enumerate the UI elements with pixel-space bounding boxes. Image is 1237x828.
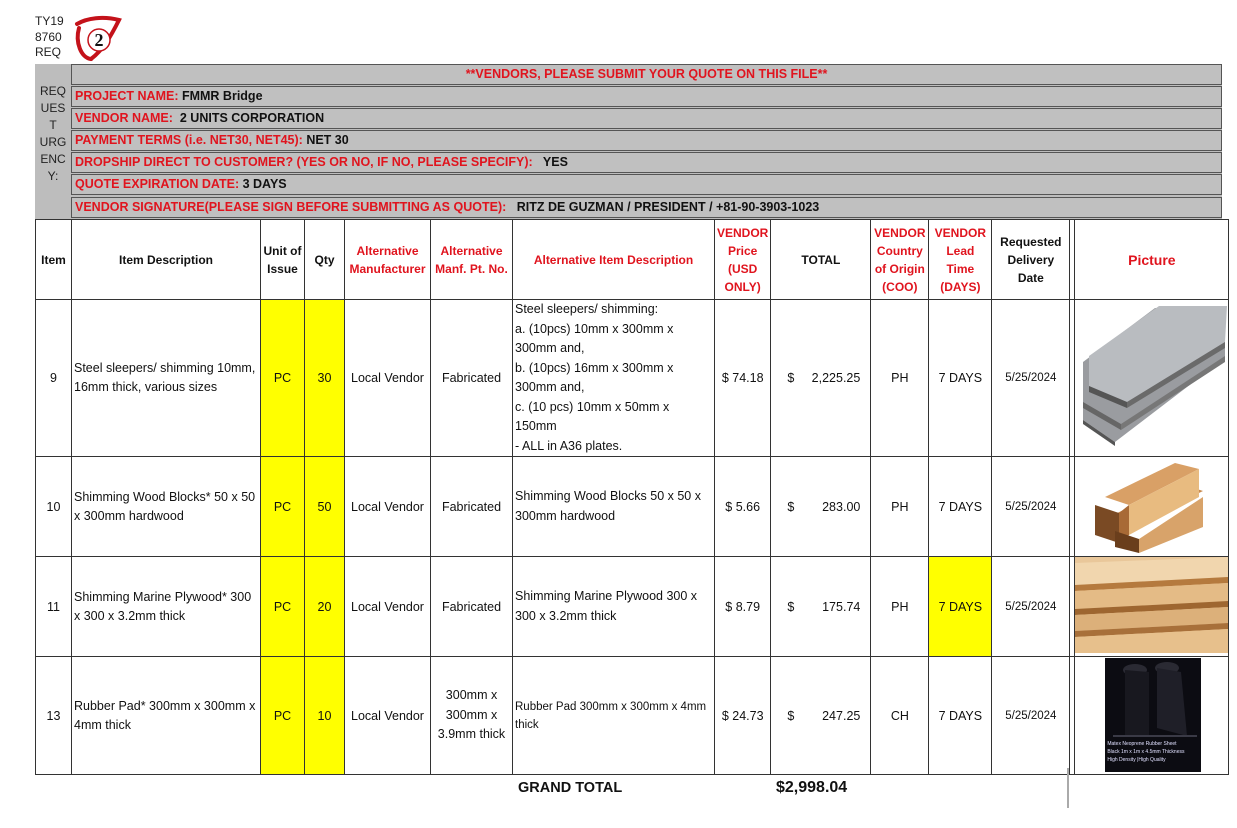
steel-plates-picture [1075,300,1229,457]
expiration-value: 3 DAYS [242,177,287,191]
alt-description: Shimming Wood Blocks 50 x 50 x 300mm hardwood [513,457,715,557]
item-number: 10 [36,457,72,557]
payment-terms-value: NET 30 [306,133,349,147]
vendor-price: $ 74.18 [715,300,771,457]
vendor-name-value: 2 UNITS CORPORATION [179,111,325,125]
rubber-sheet-picture [1075,657,1229,775]
lead-time: 7 DAYS [929,300,992,457]
table-row [36,557,1229,657]
item-description: Shimming Marine Plywood* 300 x 300 x 3.2mm thick [72,557,261,657]
doc-ref-3: REQ [35,45,62,59]
alt-manufacturer: Local Vendor [345,657,431,775]
payment-terms-row: PAYMENT TERMS (i.e. NET30, NET45): NET 30 [71,130,1222,151]
alt-manufacturer: Local Vendor [345,300,431,457]
table-row [36,300,1229,457]
alt-manufacturer: Local Vendor [345,457,431,557]
expiration-row: QUOTE EXPIRATION DATE: 3 DAYS [71,174,1222,195]
dropship-value: YES [542,155,568,169]
signature-row: VENDOR SIGNATURE(PLEASE SIGN BEFORE SUBMITTING AS QUOTE): RITZ DE GUZMAN / PRESIDENT / +81-90-3903-1023 [71,197,1222,218]
table-row [36,457,1229,557]
line-total: $ 247.25 [771,657,871,775]
alt-description: Steel sleepers/ shimming: a. (10pcs) 10mm x 300mm x 300mm and, b. (10pcs) 16mm x 300mm x 300mm and, c. (10 pcs) 10mm x 50mm x 150mm - ALL in A36 plates. [513,300,715,457]
country-of-origin: PH [871,557,929,657]
logo-text: 2 [94,30,104,50]
unit-of-issue: PC [261,300,305,457]
alt-part-number: Fabricated [431,300,513,457]
doc-ref-1: TY19 [35,14,64,28]
dropship-row: DROPSHIP DIRECT TO CUSTOMER? (YES OR NO, IF NO, PLEASE SPECIFY): YES [71,152,1222,173]
quote-table [35,219,1229,775]
vendor-banner: **VENDORS, PLEASE SUBMIT YOUR QUOTE ON THIS FILE** [71,64,1222,85]
urgency-label: REQ UES T URG ENC Y: [39,84,67,183]
quantity: 30 [305,300,345,457]
country-of-origin: PH [871,300,929,457]
quantity: 10 [305,657,345,775]
plywood-picture [1075,557,1229,657]
grand-total-label: GRAND TOTAL [518,780,623,796]
signature-value: RITZ DE GUZMAN / PRESIDENT / +81-90-3903-1023 [516,200,820,214]
project-name-value: FMMR Bridge [181,89,263,103]
picture-caption-3: High Density |High Quality [1107,757,1166,763]
item-description: Rubber Pad* 300mm x 300mm x 4mm thick [72,657,261,775]
quantity: 50 [305,457,345,557]
col-delivery: Requested Delivery Date [992,220,1070,300]
country-of-origin: PH [871,457,929,557]
alt-description: Rubber Pad 300mm x 300mm x 4mm thick [513,657,715,775]
line-total: $ 283.00 [771,457,871,557]
item-number: 11 [36,557,72,657]
col-price: VENDOR Price (USD ONLY) [715,220,771,300]
unit-of-issue: PC [261,557,305,657]
alt-part-number: Fabricated [431,557,513,657]
alt-description: Shimming Marine Plywood 300 x 300 x 3.2mm thick [513,557,715,657]
lead-time: 7 DAYS [929,457,992,557]
item-description: Steel sleepers/ shimming 10mm, 16mm thick, various sizes [72,300,261,457]
lead-time: 7 DAYS [929,557,992,657]
picture-caption-2: Black 1m x 1m x 4.5mm Thickness [1107,749,1185,755]
col-unit: Unit of Issue [261,220,305,300]
side-labels [35,14,71,61]
col-description: Item Description [72,220,261,300]
alt-part-number: 300mm x 300mm x 3.9mm thick [431,657,513,775]
vendor-name-row: VENDOR NAME: 2 UNITS CORPORATION [71,108,1222,129]
table-header-row [36,220,1229,300]
delivery-date: 5/25/2024 [992,657,1070,775]
col-alt-part: Alternative Manf. Pt. No. [431,220,513,300]
alt-manufacturer: Local Vendor [345,557,431,657]
lead-time: 7 DAYS [929,657,992,775]
col-alt-manufacturer: Alternative Manufacturer [345,220,431,300]
company-logo [73,14,123,62]
doc-ref-2: 8760 [35,29,62,44]
project-name-row: PROJECT NAME: FMMR Bridge [71,86,1222,107]
divider [1067,768,1069,808]
col-total: TOTAL [771,220,871,300]
delivery-date: 5/25/2024 [992,457,1070,557]
unit-of-issue: PC [261,457,305,557]
picture-caption-1: Matex Neoprene Rubber Sheet [1107,741,1177,747]
vendor-price: $ 5.66 [715,457,771,557]
col-qty: Qty [305,220,345,300]
vendor-price: $ 8.79 [715,557,771,657]
line-total: $ 175.74 [771,557,871,657]
item-number: 13 [36,657,72,775]
unit-of-issue: PC [261,657,305,775]
col-item: Item [36,220,72,300]
line-total: $ 2,225.25 [771,300,871,457]
col-coo: VENDOR Country of Origin (COO) [871,220,929,300]
item-description: Shimming Wood Blocks* 50 x 50 x 300mm hardwood [72,457,261,557]
delivery-date: 5/25/2024 [992,557,1070,657]
col-lead-time: VENDOR Lead Time (DAYS) [929,220,992,300]
grand-total-value: $2,998.04 [776,779,848,796]
vendor-price: $ 24.73 [715,657,771,775]
delivery-date: 5/25/2024 [992,300,1070,457]
item-number: 9 [36,300,72,457]
wood-blocks-picture [1075,457,1229,557]
table-row [36,657,1229,775]
col-alt-description: Alternative Item Description [513,220,715,300]
alt-part-number: Fabricated [431,457,513,557]
quantity: 20 [305,557,345,657]
country-of-origin: CH [871,657,929,775]
col-picture: Picture [1075,220,1229,300]
